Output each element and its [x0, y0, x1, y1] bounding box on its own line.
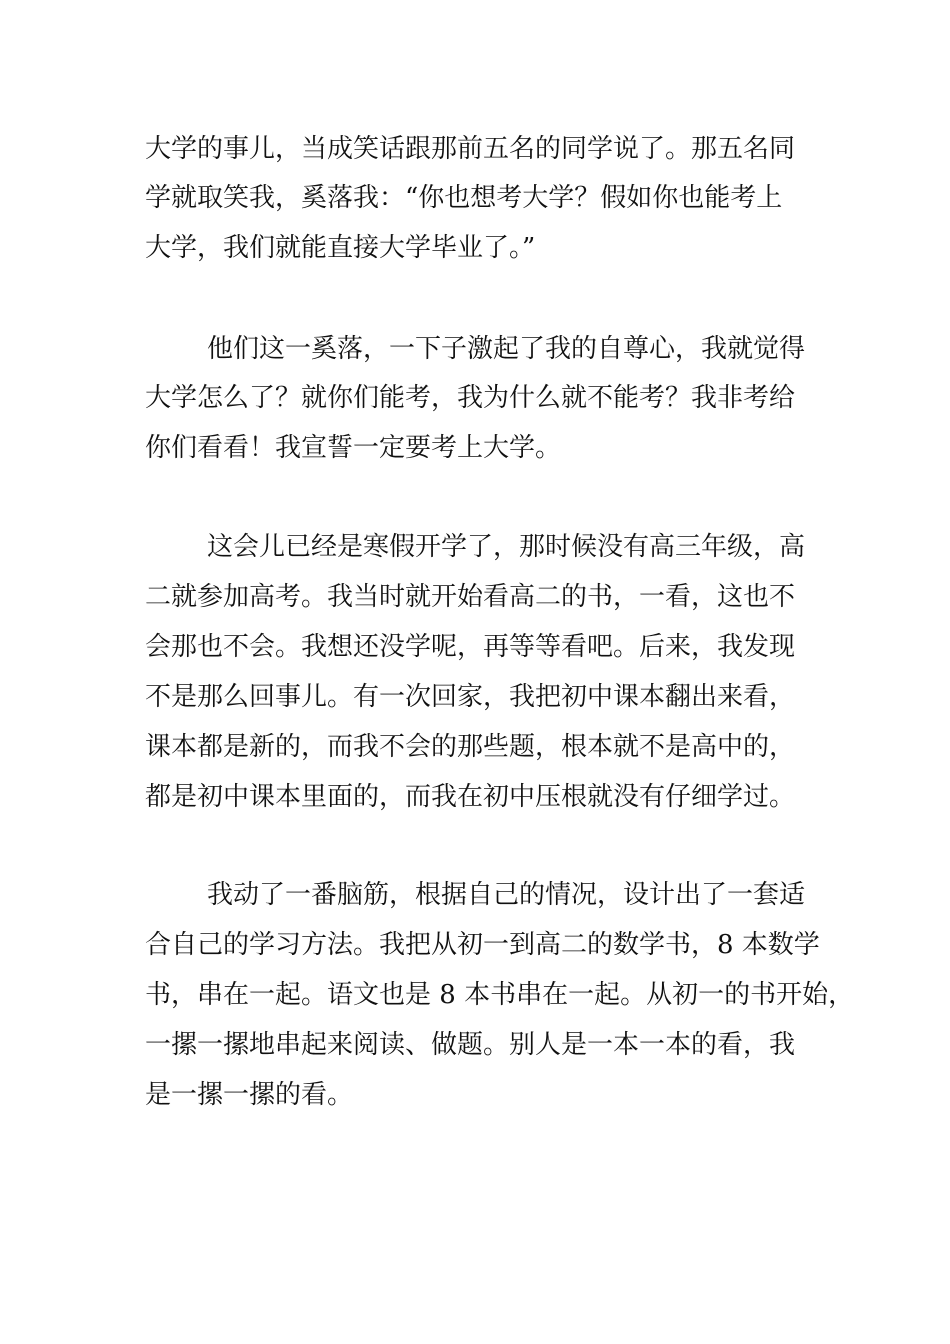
paragraph-2-line-1: 他们这一奚落，一下子激起了我的自尊心，我就觉得	[207, 334, 806, 364]
paragraph-3-line-4: 不是那么回事儿。有一次回家，我把初中课本翻出来看，	[145, 682, 796, 712]
paragraph-4-line-1: 我动了一番脑筋，根据自己的情况，设计出了一套适	[207, 880, 806, 910]
paragraph-3-line-6: 都是初中课本里面的，而我在初中压根就没有仔细学过。	[145, 782, 796, 812]
paragraph-3-line-5: 课本都是新的，而我不会的那些题，根本就不是高中的，	[145, 732, 796, 762]
paragraph-1-line-2: 学就取笑我，奚落我：“你也想考大学？假如你也能考上	[145, 183, 783, 213]
paragraph-4-line-4: 一摞一摞地串起来阅读、做题。别人是一本一本的看，我	[145, 1030, 796, 1060]
paragraph-3-line-1: 这会儿已经是寒假开学了，那时候没有高三年级，高	[207, 532, 806, 562]
paragraph-4-line-2: 合自己的学习方法。我把从初一到高二的数学书，8 本数学	[145, 930, 820, 960]
paragraph-3-line-3: 会那也不会。我想还没学呢，再等等看吧。后来，我发现	[145, 632, 796, 662]
paragraph-4-line-3: 书，串在一起。语文也是 8 本书串在一起。从初一的书开始，	[145, 980, 855, 1010]
paragraph-1-line-3: 大学，我们就能直接大学毕业了。”	[145, 233, 536, 263]
paragraph-3-line-2: 二就参加高考。我当时就开始看高二的书，一看，这也不	[145, 582, 796, 612]
paragraph-1-line-1: 大学的事儿，当成笑话跟那前五名的同学说了。那五名同	[145, 134, 796, 164]
paragraph-4-line-5: 是一摞一摞的看。	[145, 1080, 354, 1110]
paragraph-2-line-2: 大学怎么了？就你们能考，我为什么就不能考？我非考给	[145, 383, 796, 413]
paragraph-2-line-3: 你们看看！我宣誓一定要考上大学。	[145, 433, 562, 463]
